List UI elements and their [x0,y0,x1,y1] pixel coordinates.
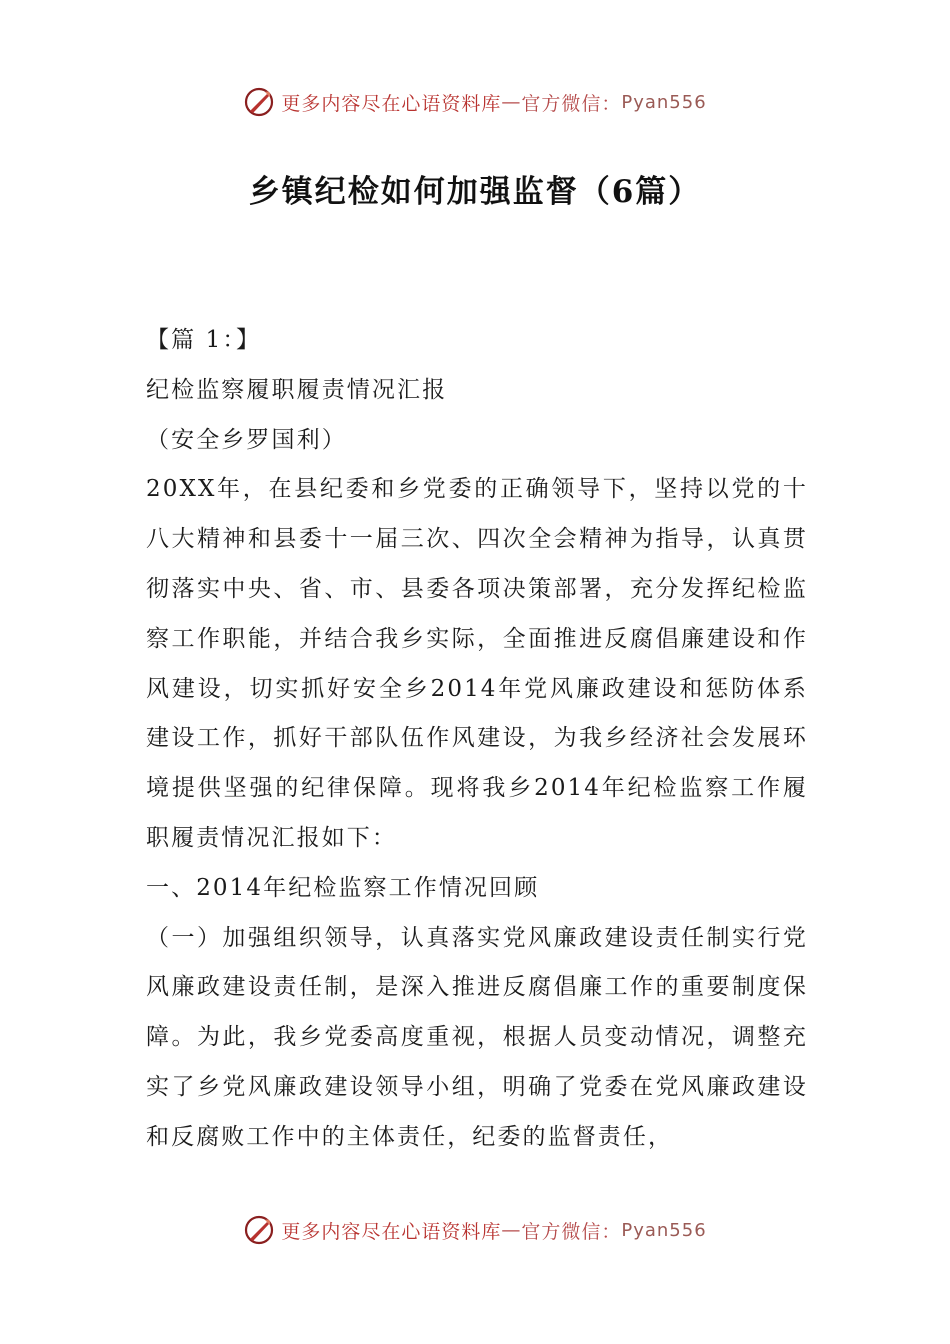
section-label: 【篇 1：】 [146,327,262,353]
author-line: （安全乡罗国利） [146,426,347,453]
quill-logo-icon [243,1214,275,1246]
banner-dash: — [501,1219,522,1241]
quill-logo-icon [243,86,275,118]
document-title: 乡镇纪检如何加强监督（6篇） [248,174,702,210]
banner-contact-id: Pyan556 [621,91,707,113]
footer-watermark-banner [0,1210,950,1250]
report-title: 纪检监察履职履责情况汇报 [146,376,448,403]
banner-brand-text: 更多内容尽在心语资料库 [281,92,502,115]
section-heading-1: 一、2014年纪检监察工作情况回顾 [146,874,540,901]
banner-contact-label: 官方微信： [521,92,622,115]
banner-dash: — [501,91,522,113]
banner-contact-label: 官方微信： [521,1220,622,1243]
header-watermark-banner [0,82,950,122]
document-body [146,316,808,1163]
body-paragraph-2: （一）加强组织领导，认真落实党风廉政建设责任制实行党风廉政建设责任制，是深入推进反腐倡廉工作的重要制度保障。为此，我乡党委高度重视，根据人员变动情况，调整充实了乡党风廉政建设领导小组，明确了党委在党风廉政建设和反腐败工作中的主体责任，纪委的监督责任， [146,924,808,1150]
banner-brand-text: 更多内容尽在心语资料库 [281,1220,502,1243]
banner-contact-id: Pyan556 [621,1219,707,1241]
body-paragraph-1: 20XX年，在县纪委和乡党委的正确领导下，坚持以党的十八大精神和县委十一届三次、四次全会精神为指导，认真贯彻落实中央、省、市、县委各项决策部署，充分发挥纪检监察工作职能，并结合我乡实际，全面推进反腐倡廉建设和作风建设，切实抓好安全乡2014年党风廉政建设和惩防体系建设工作，抓好干部队伍作风建设，为我乡经济社会发展环境提供坚强的纪律保障。现将我乡2014年纪检监察工作履职履责情况汇报如下： [146,476,808,851]
